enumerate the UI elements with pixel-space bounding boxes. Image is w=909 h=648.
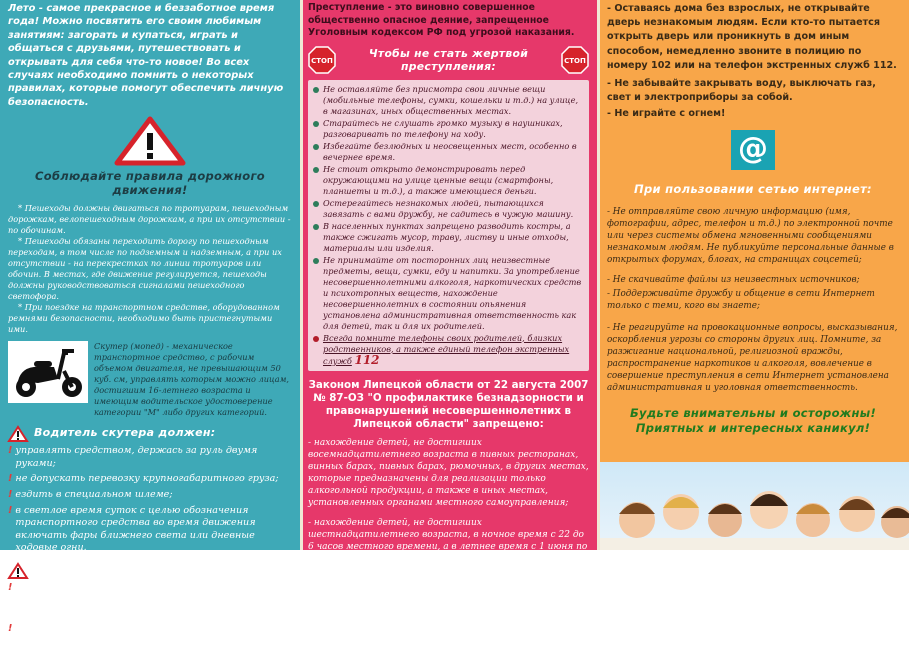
road-rules-title: Соблюдайте правила дорожного движения! — [35, 169, 265, 198]
list-item: Не стоит открыто демонстрировать перед окружающими на улице ценные вещи (смартфоны, планшеты и т.д.), а также имеющиеся деньги. — [313, 164, 584, 197]
scooter-block — [8, 341, 292, 418]
scooter-must-list — [8, 445, 292, 555]
summer-intro: Лето - самое прекрасное и беззаботное время года! Можно посвятить его своим любимым занятиям: загорать и купаться, играть и общаться с друзьями, путешествовать и открывать для себя что-то новое! Во всех случаях необходимо помнить о некоторых правилах, которые помогут обеспечить личную безопасность. — [8, 3, 284, 108]
svg-text:СТОП: СТОП — [564, 56, 586, 65]
road-rule-3: * При поездке на транспортном средстве, оборудованном ремнями безопасности, необходимо быть пристегнутыми ими. — [8, 302, 280, 335]
stop-sign-icon — [308, 46, 336, 74]
list-item: ! в светлое время суток с целью обозначения транспортного средства во время движения включать фары ближнего света или дневные ходовые огни. — [8, 504, 256, 554]
tips-box — [308, 80, 589, 371]
victim-title: Чтобы не стать жертвой преступления: — [368, 46, 529, 73]
scooter-forbid-header — [8, 563, 292, 579]
list-item: Остерегайтесь незнакомых людей, пытающихся завязать с вами дружбу, не садитесь в чужую машину. — [313, 198, 584, 220]
list-item: ! перевозить пассажиров, если это не предусмотрено конструкцией транспортного средства; — [8, 582, 261, 619]
list-item: ! перевозить детей до 7 лет при отсутствии специально — [8, 622, 252, 647]
list-item: Старайтесь не слушать громко музыку в наушниках, разговаривать по телефону на ходу. — [313, 118, 584, 140]
svg-text:СТОП: СТОП — [311, 56, 333, 65]
scooter-icon — [8, 341, 88, 403]
email-at-icon: @ — [731, 130, 775, 170]
law-rule-2: - нахождение детей, не достигших шестнадцатилетнего возраста, в ночное время с 22 до 6 часов местного времени, а в летнее время с 1 июня по 31 августа с 23 до 6 часов местного времени, в общественных местах (на улицах, стадионах, в парках скверах, транспортных средствах общего пользования, ресторанах, кафе, барах, клубах, дискотеках и открытых танцевальных площадках, компьютерных салонах или клубах без сопровождения родителей или лиц, осуществля- — [308, 518, 588, 637]
home-rule-3: - Не играйте с огнем! — [607, 108, 726, 120]
home-rule-1: - Оставаясь дома без взрослых, не открывайте дверь незнакомым людям. Если кто-то пытается открыть дверь или проникнуть в дом иным способом, немедленно звоните в полицию по номеру 102 или на телефон экстренных служб 112. — [607, 3, 897, 71]
internet-title: При пользовании сетью интернет: — [634, 181, 872, 196]
scooter-must-title: Водитель скутера должен: — [34, 426, 216, 440]
list-item: В населенных пунктах запрещено разводить костры, а также сжигать мусор, траву, листву и иные отходы, материалы или изделия. — [313, 221, 584, 254]
column-divider — [597, 0, 600, 550]
column-crime-prevention — [300, 0, 597, 637]
warning-small-icon — [8, 563, 28, 579]
list-item: ! ездить в специальном шлеме; — [8, 489, 173, 501]
home-safety-list — [607, 2, 899, 122]
list-item: Всегда помните телефоны своих родителей, близких родственников, а также единый телефон экстренных служб 112 — [313, 333, 584, 367]
warning-small-icon — [8, 426, 28, 442]
list-item: ! управлять средством, держась за руль двумя руками; — [8, 445, 258, 469]
internet-rule-2: - Не скачивайте файлы из неизвестных источников; — [607, 274, 860, 285]
column-divider — [300, 0, 303, 550]
crime-definition: Преступление - это виновно совершенное общественно опасное деяние, запрещенное Уголовным кодексом РФ под угрозой наказания. — [308, 2, 575, 38]
law-rule-1: - нахождение детей, не достигших восемнадцатилетнего возраста в пивных ресторанах, винных барах, пивных барах, рюмочных, в других местах, которые предназначены для реализации только алкогольной продукции, а также в иных местах, установленных органами местного самоуправления; — [308, 438, 589, 509]
emergency-number: 112 — [354, 352, 380, 367]
road-rule-1: * Пешеходы должны двигаться по тротуарам, пешеходным дорожкам, велопешеходным дорожкам, а при их отсутствии - по обочинам. — [8, 203, 291, 236]
stop-sign-icon — [561, 46, 589, 74]
column-road-safety — [0, 0, 300, 647]
list-item: Не оставляйте без присмотра свои личные вещи (мобильные телефоны, сумки, кошельки и т.д.) на улице, в магазинах, иных общественных местах. — [313, 84, 584, 117]
internet-rule-3: - Поддерживайте дружбу и общение в сети Интернет только с теми, кого вы знаете; — [607, 288, 875, 311]
home-rule-2: - Не забывайте закрывать воду, выключать газ, свет и электроприборы за собой. — [607, 78, 876, 104]
list-item: ! не допускать перевозку крупногабаритного груза; — [8, 473, 279, 485]
scooter-forbid-title: Водителю скутера запрещается: — [34, 563, 254, 576]
scooter-must-header — [8, 426, 292, 442]
internet-rule-4: - Не реагируйте на провокационные вопросы, высказывания, оскорбления угрозы со стороны других лиц. Помните, за разжигание национальной, религиозной вражды, распространение наркотиков и алкоголя, вовлечение в совершение преступления в сети Интернет установлена административная и уголовная ответственность. — [607, 322, 898, 393]
list-item: Избегайте безлюдных и неосвещенных мест, особенно в вечернее время. — [313, 141, 584, 163]
road-rule-2: * Пешеходы обязаны переходить дорогу по пешеходным переходам, в том числе по подземным и надземным, а при их отсутствии - на перекрестках по линии тротуаров или обочин. В местах, где движение регулируется, пешеходы должны руководствоваться сигналами пешеходного светофора. — [8, 236, 282, 302]
law-title: Законом Липецкой области от 22 августа 2007 № 87-ОЗ "О профилактике безнадзорности и правонарушений несовершеннолетних в Липецкой области" запрещено: — [308, 378, 589, 431]
list-item: Не принимайте от посторонних лиц неизвестные предметы, вещи, сумки, еду и напитки. За употребление несовершеннолетними алкоголя, наркотических средств и психотропных веществ, нахождение несовершеннолетних в состоянии опьянения установлена административная ответственность как для детей, так и для их родителей. — [313, 255, 584, 332]
scooter-definition: Скутер (мопед) - механическое транспортное средство, с рабочим объемом двигателя, не превышающим 50 куб. см, управлять которым можно лицам, достигшим 16-летнего возраста и имеющим водительское удостоверение категории "М" либо других категорий. — [94, 341, 290, 418]
internet-rule-1: - Не отправляйте свою личную информацию (имя, фотографии, адрес, телефон и т.д.) по электронной почте или через системы обмена мгновенными сообщениями незнакомым людям. Не публикуйте персональные данные в открытых форумах, блогах, на страницах соцсетей; — [607, 206, 894, 265]
warning-sign-icon — [115, 117, 185, 165]
children-photo — [597, 462, 909, 550]
victim-header — [308, 46, 589, 74]
column-home-internet — [597, 0, 909, 550]
scooter-forbid-list — [8, 582, 292, 648]
closing-message: Будьте внимательны и осторожны! Приятных и интересных каникул! — [629, 405, 877, 435]
